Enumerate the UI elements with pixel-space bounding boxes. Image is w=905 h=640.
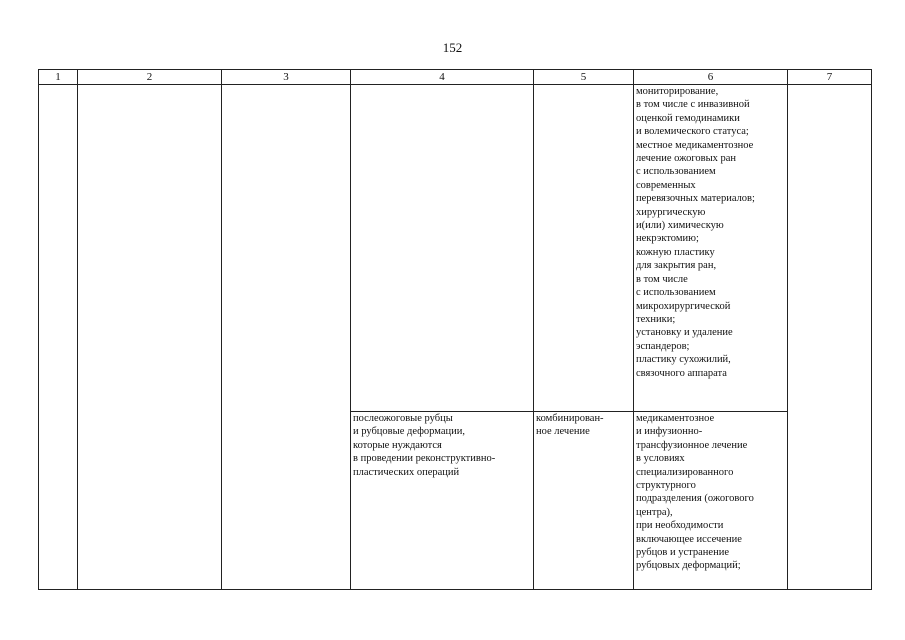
header-col-1: 1 [39, 70, 78, 85]
text-line: техники; [636, 313, 676, 325]
text-line: перевязочных материалов; [636, 193, 755, 205]
text-line: некрэктомию; [636, 233, 699, 245]
text-line: в том числе с инвазивной [636, 99, 750, 111]
header-col-2: 2 [78, 70, 222, 85]
text-line: комбинирован- [536, 413, 604, 424]
text-line: которые нуждаются [353, 439, 442, 451]
cell-col-2 [78, 85, 222, 590]
text-line: центра), [636, 506, 673, 518]
text-line: установку и удаление [636, 327, 733, 339]
text-line: мониторирование, [636, 86, 719, 97]
text-line: медикаментозное [636, 413, 715, 424]
text-line: с использованием [636, 287, 716, 299]
text-line: включающее иссечение [636, 533, 742, 545]
text-line: послеожоговые рубцы [353, 413, 453, 424]
text-line: пластических операций [353, 466, 460, 478]
text-line: ное лечение [536, 426, 590, 438]
text-line: структурного [636, 480, 696, 492]
table-header-row [39, 70, 872, 85]
document-table [38, 69, 872, 590]
header-col-3: 3 [222, 70, 351, 85]
text-line: рубцов и устранение [636, 547, 729, 559]
text-line: в том числе [636, 273, 688, 285]
text-line: лечение ожоговых ран [636, 153, 737, 165]
text-line: рубцовых деформаций; [636, 560, 741, 572]
text-line: трансфузионное лечение [636, 439, 748, 451]
text-line: и инфузионно- [636, 426, 703, 438]
text-line: пластику сухожилий, [636, 354, 731, 366]
header-col-7: 7 [788, 70, 872, 85]
text-line: и волемического статуса; [636, 126, 749, 138]
text-line: микрохирургической [636, 300, 731, 312]
text-line: в условиях [636, 453, 685, 465]
header-col-5: 5 [534, 70, 634, 85]
cell-col-7 [788, 85, 872, 590]
text-line: оценкой гемодинамики [636, 112, 740, 124]
text-line: с использованием [636, 166, 716, 178]
text-line: связочного аппарата [636, 367, 727, 379]
cell-col-5 [534, 412, 634, 590]
text-line: и(или) химическую [636, 220, 724, 232]
cell-col-1 [39, 85, 78, 590]
cell-col-6 [634, 85, 788, 412]
header-col-6: 6 [634, 70, 788, 85]
text-line: специализированного [636, 466, 734, 478]
text-line: эспандеров; [636, 340, 690, 352]
text-line: в проведении реконструктивно- [353, 453, 496, 465]
text-line: подразделения (ожогового [636, 493, 754, 505]
cell-col-3 [222, 85, 351, 590]
text-line: и рубцовые деформации, [353, 426, 465, 438]
cell-col-4 [351, 412, 534, 590]
text-line: современных [636, 179, 696, 191]
cell-col-4 [351, 85, 534, 412]
text-line: местное медикаментозное [636, 139, 754, 151]
header-col-4: 4 [351, 70, 534, 85]
cell-col-5 [534, 85, 634, 412]
cell-col-6 [634, 412, 788, 590]
text-line: хирургическую [636, 206, 706, 218]
table-row [39, 85, 872, 412]
text-line: для закрытия ран, [636, 260, 717, 272]
text-line: при необходимости [636, 520, 724, 532]
text-line: кожную пластику [636, 246, 715, 258]
page-number: 152 [442, 40, 463, 55]
